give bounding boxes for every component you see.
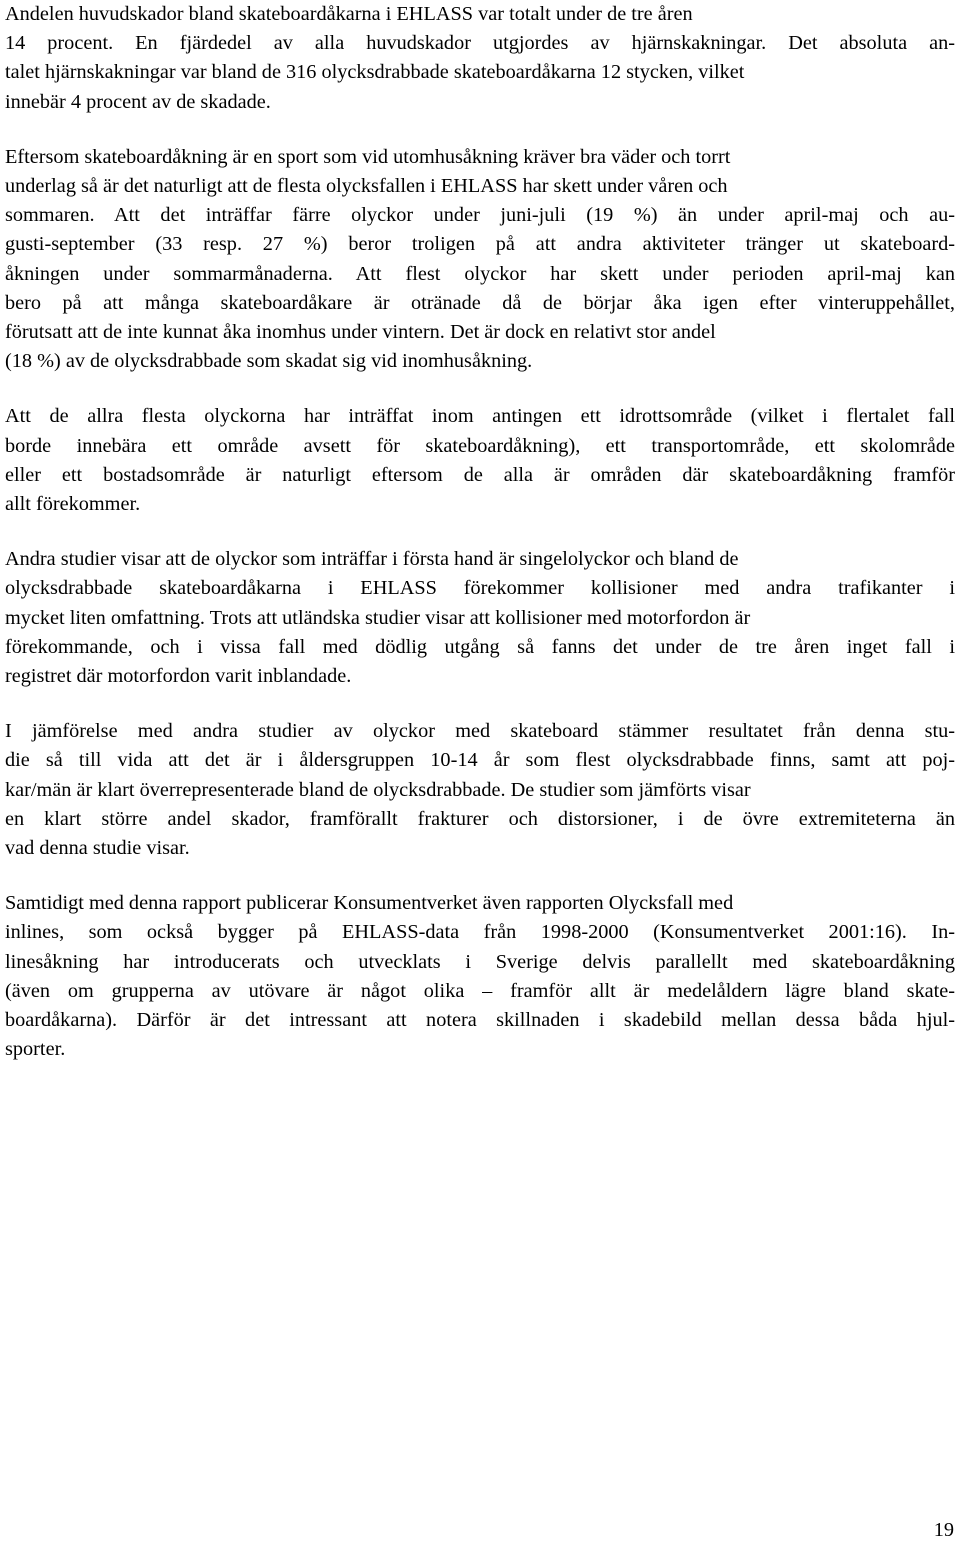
text-line: inlines, som också bygger på EHLASS-data från 1998-2000 (Konsumentverket 2001:16). In- [5, 921, 955, 944]
text-line: olycksdrabbade skateboardåkarna i EHLASS förekommer kollisioner med andra trafikanter i [5, 577, 955, 600]
text-line: Samtidigt med denna rapport publicerar Konsumentverket även rapporten Olycksfall med [5, 892, 734, 915]
text-line: registret där motorfordon varit inblandade. [5, 665, 352, 688]
text-line: Att de allra flesta olyckorna har inträffat inom antingen ett idrottsområde (vilket i flertalet fall [5, 405, 955, 428]
text-line: allt förekommer. [5, 493, 141, 516]
text-line: (även om grupperna av utövare är något olika – framför allt är medelåldern lägre bland skate- [5, 979, 955, 1002]
text-line: förekommande, och i vissa fall med dödlig utgång så fanns det under de tre åren inget fall i [5, 635, 955, 658]
text-line: sporter. [5, 1038, 66, 1061]
text-line: kar/män är klart överrepresenterade bland de olycksdrabbade. De studier som jämförts visar [5, 778, 751, 801]
text-line: förutsatt att de inte kunnat åka inomhus under vintern. Det är dock en relativt stor andel [5, 321, 716, 344]
paragraph-inlines-report [5, 889, 955, 1064]
text-line: borde innebära ett område avsett för skateboardåkning), ett transportområde, ett skolområde [5, 434, 955, 457]
text-line: underlag så är det naturligt att de flesta olycksfallen i EHLASS har skett under våren och [5, 175, 728, 198]
paragraph-locations [5, 402, 955, 519]
text-line: 14 procent. En fjärdedel av alla huvudskador utgjordes av hjärnskakningar. Det absoluta an- [5, 32, 955, 55]
text-line: vad denna studie visar. [5, 837, 190, 860]
text-line: Andelen huvudskador bland skateboardåkarna i EHLASS var totalt under de tre åren [5, 3, 693, 25]
text-line: die så till vida att det är i åldersgruppen 10-14 år som flest olycksdrabbade finns, samt att poj- [5, 749, 955, 772]
text-line: sommaren. Att det inträffar färre olyckor under juni-juli (19 %) än under april-maj och au- [5, 204, 955, 227]
document-page [5, 0, 955, 1091]
paragraph-comparison [5, 717, 955, 863]
paragraph-head-injuries [5, 0, 955, 117]
text-line: en klart större andel skador, framförallt frakturer och distorsioner, i de övre extremiteterna än [5, 807, 955, 830]
text-line: talet hjärnskakningar var bland de 316 olycksdrabbade skateboardåkarna 12 stycken, vilket [5, 61, 745, 84]
text-line: linesåkning har introducerats och utvecklats i Sverige delvis parallellt med skateboardåkning [5, 950, 955, 973]
paragraph-other-studies [5, 545, 955, 691]
text-line: gusti-september (33 resp. 27 %) beror troligen på att andra aktiviteter tränger ut skateboard- [5, 233, 955, 256]
text-line: I jämförelse med andra studier av olyckor med skateboard stämmer resultatet från denna stu- [5, 720, 955, 743]
text-line: Eftersom skateboardåkning är en sport som vid utomhusåkning kräver bra väder och torrt [5, 145, 731, 168]
paragraph-seasonal [5, 143, 955, 377]
text-line: eller ett bostadsområde är naturligt eftersom de alla är områden där skateboardåkning framför [5, 463, 955, 486]
text-line: bero på att många skateboardåkare är otränade då de börjar åka igen efter vinteruppehållet, [5, 291, 955, 314]
text-line: åkningen under sommarmånaderna. Att flest olyckor har skett under perioden april-maj kan [5, 262, 955, 285]
text-line: boardåkarna). Därför är det intressant att notera skillnaden i skadebild mellan dessa båda hjul- [5, 1009, 955, 1032]
text-line: (18 %) av de olycksdrabbade som skadat sig vid inomhusåkning. [5, 350, 533, 373]
text-line: mycket liten omfattning. Trots att utländska studier visar att kollisioner med motorfordon är [5, 606, 751, 629]
text-line: innebär 4 procent av de skadade. [5, 90, 271, 113]
text-line: Andra studier visar att de olyckor som inträffar i första hand är singelolyckor och bland de [5, 548, 739, 571]
page-number: 19 [933, 1519, 954, 1541]
